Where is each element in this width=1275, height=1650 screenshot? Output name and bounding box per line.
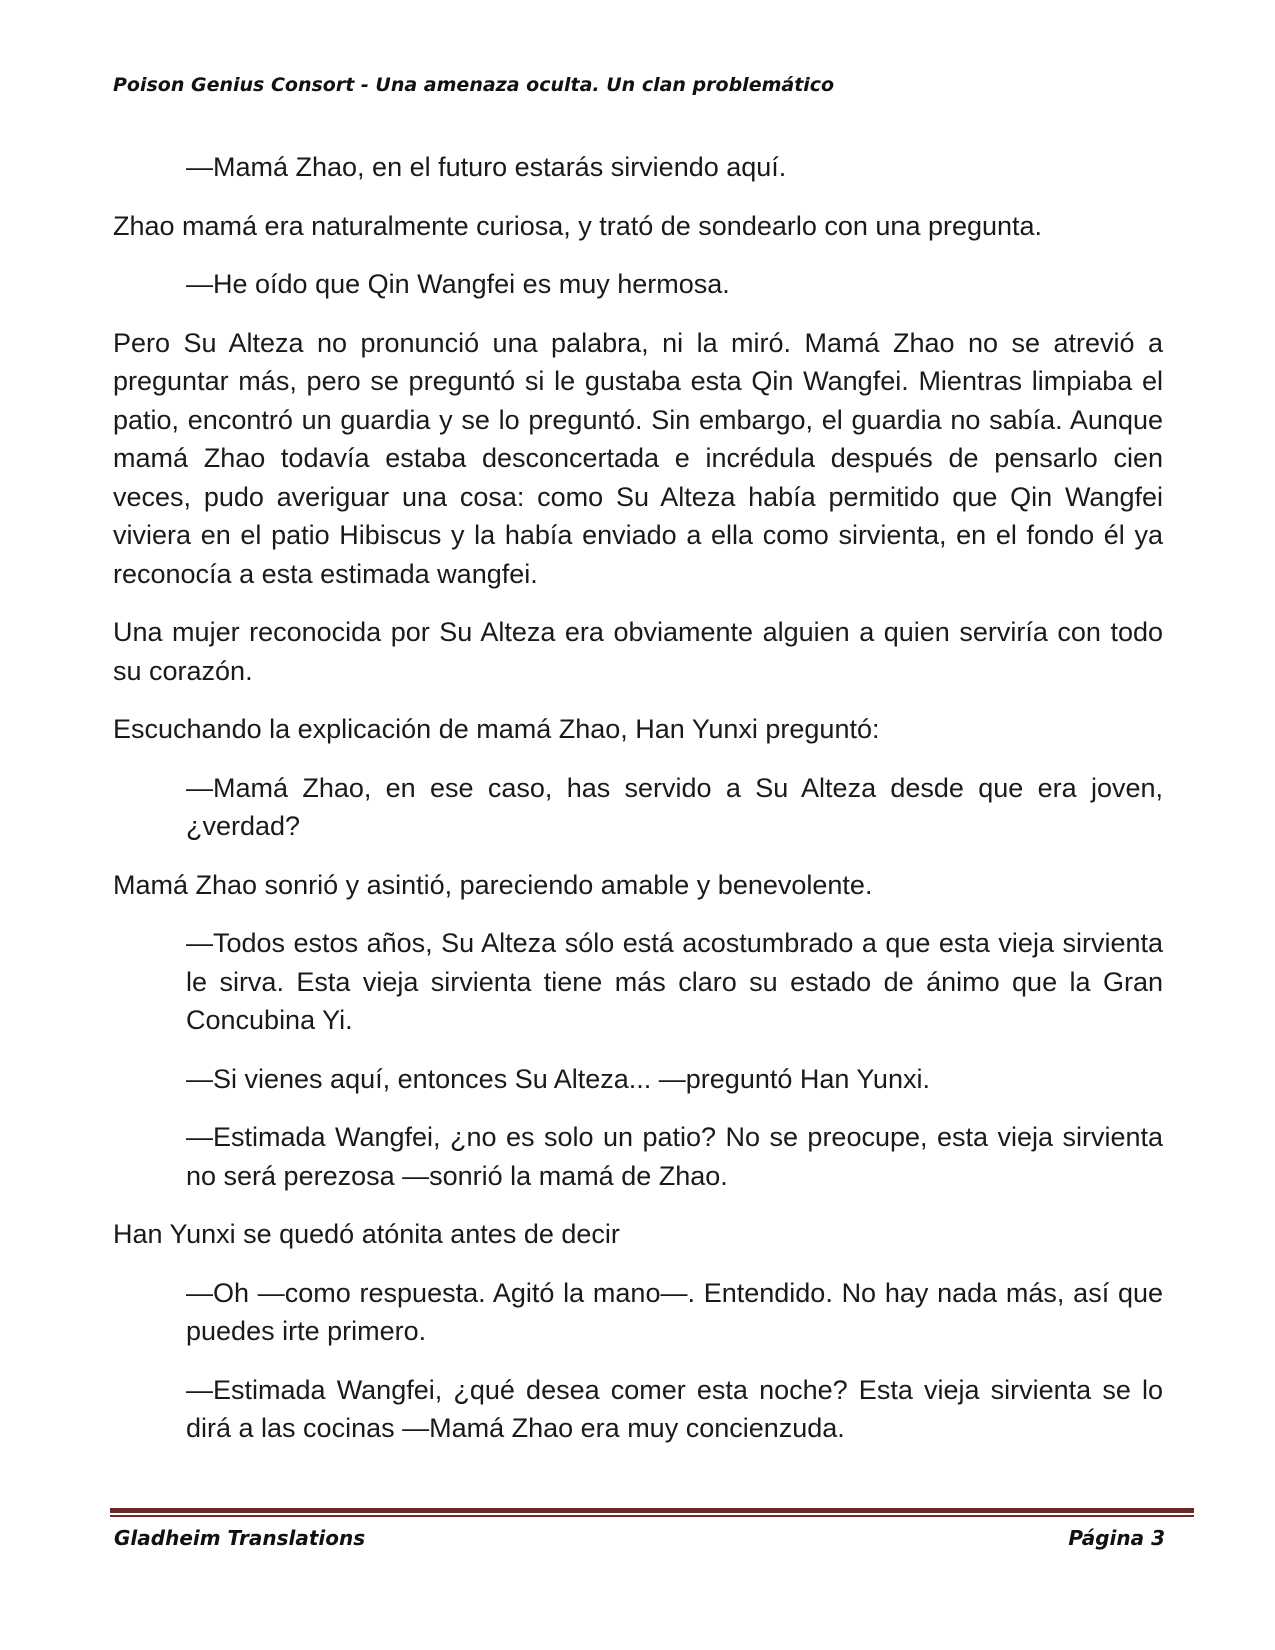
page-header-title: Poison Genius Consort - Una amenaza oculta. Un clan problemático bbox=[113, 74, 835, 96]
paragraph: Han Yunxi se quedó atónita antes de decir bbox=[113, 1219, 620, 1249]
footer-page-number: Página 3 bbox=[1068, 1526, 1165, 1550]
document-body bbox=[113, 148, 1163, 1468]
paragraph: Zhao mamá era naturalmente curiosa, y trató de sondearlo con una pregunta. bbox=[113, 210, 1043, 241]
paragraph: —Oh —como respuesta. Agitó la mano—. Entendido. No hay nada más, así que puedes irte primero. bbox=[186, 1277, 1163, 1346]
footer-divider bbox=[110, 1508, 1194, 1513]
paragraph: Mamá Zhao sonrió y asintió, pareciendo amable y benevolente. bbox=[113, 869, 873, 900]
paragraph: —Mamá Zhao, en el futuro estarás sirviendo aquí. bbox=[186, 152, 787, 182]
paragraph: —Estimada Wangfei, ¿no es solo un patio? No se preocupe, esta vieja sirvienta no será perezosa —sonrió la mamá de Zhao. bbox=[186, 1122, 1163, 1191]
paragraph: Pero Su Alteza no pronunció una palabra, ni la miró. Mamá Zhao no se atrevió a preguntar más, pero se preguntó si le gustaba esta Qin Wangfei. Mientras limpiaba el patio, encontró un guardia y se lo preguntó. Sin embargo, el guardia no sabía. Aunque mamá Zhao todavía estaba desconcertada e incrédula después de pensarlo cien veces, pudo averiguar una cosa: como Su Alteza había permitido que Qin Wangfei viviera en el patio Hibiscus y la había enviado a ella como sirvienta, en el fondo él ya reconocía a esta estimada wangfei. bbox=[113, 327, 1163, 589]
footer-publisher: Gladheim Translations bbox=[114, 1526, 366, 1550]
paragraph: —Si vienes aquí, entonces Su Alteza... —preguntó Han Yunxi. bbox=[186, 1063, 930, 1094]
paragraph: —He oído que Qin Wangfei es muy hermosa. bbox=[186, 269, 730, 299]
paragraph: —Mamá Zhao, en ese caso, has servido a Su Alteza desde que era joven, ¿verdad? bbox=[186, 772, 1163, 841]
paragraph: Una mujer reconocida por Su Alteza era obviamente alguien a quien serviría con todo su corazón. bbox=[113, 617, 1163, 686]
paragraph: —Estimada Wangfei, ¿qué desea comer esta noche? Esta vieja sirvienta se lo dirá a las cocinas —Mamá Zhao era muy concienzuda. bbox=[186, 1374, 1163, 1443]
paragraph: Escuchando la explicación de mamá Zhao, Han Yunxi preguntó: bbox=[113, 714, 880, 744]
paragraph: —Todos estos años, Su Alteza sólo está acostumbrado a que esta vieja sirvienta le sirva. Esta vieja sirvienta tiene más claro su estado de ánimo que la Gran Concubina Yi. bbox=[186, 928, 1163, 1035]
footer-divider-thin bbox=[110, 1515, 1194, 1517]
